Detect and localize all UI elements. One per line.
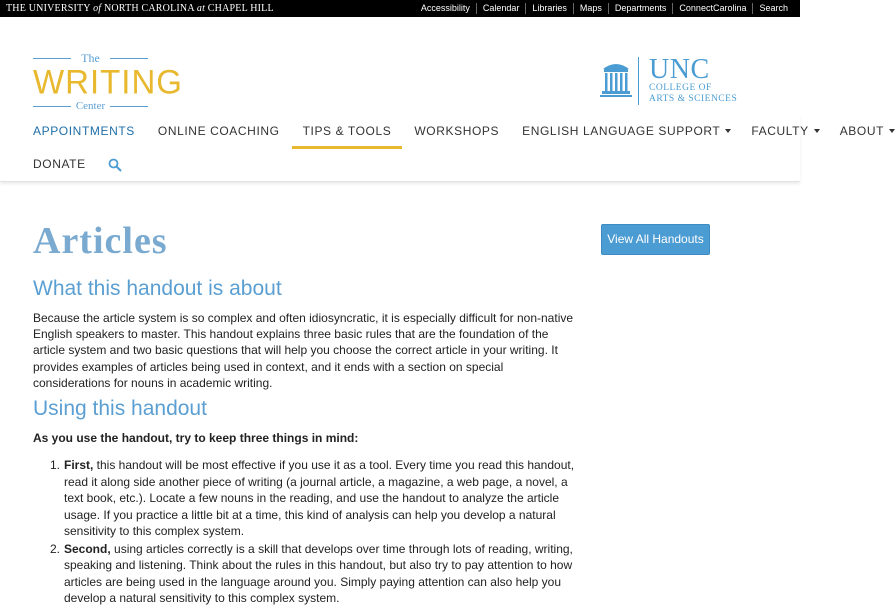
- search-icon[interactable]: [108, 158, 122, 172]
- nav-label: ABOUT: [839, 124, 885, 138]
- nav-appointments[interactable]: [33, 115, 135, 148]
- chevron-down-icon: [725, 129, 731, 133]
- nav-row-primary: [33, 115, 895, 148]
- list-number: 1.: [50, 458, 61, 472]
- intro-paragraph: Because the article system is so complex and often idiosyncratic, it is especially difficult for non-native English speakers to master. This handout explains three basic rules that are the foundation of the article system and two basic questions that will help you choose the correct article in your writing. It provides examples of articles being used in context, and it ends with a section on special considerations for nouns in academic writing.: [33, 311, 574, 390]
- link-maps[interactable]: Maps: [573, 3, 608, 14]
- old-well-icon: [600, 58, 632, 98]
- writing-center-logo[interactable]: [33, 51, 183, 114]
- link-connectcarolina[interactable]: ConnectCarolina: [672, 3, 752, 14]
- nav-label: WORKSHOPS: [414, 124, 500, 138]
- nav-faculty[interactable]: [751, 115, 819, 148]
- university-name[interactable]: [6, 3, 274, 14]
- section-heading-using: Using this handout: [33, 397, 207, 420]
- nav-about[interactable]: [840, 115, 895, 148]
- university-name-at: at: [196, 3, 206, 14]
- nav-donate[interactable]: [33, 148, 86, 181]
- university-name-part: NORTH CAROLINA: [101, 3, 197, 14]
- numbered-list: [50, 457, 585, 608]
- university-bar: [0, 0, 800, 17]
- nav-label: TIPS & TOOLS: [302, 124, 392, 138]
- nav-row-secondary: [33, 148, 122, 181]
- utility-links: [415, 0, 794, 17]
- nav-label: ONLINE COACHING: [157, 124, 280, 138]
- chevron-down-icon: [889, 129, 895, 133]
- logo-the: The: [33, 52, 148, 64]
- university-name-of: of: [93, 3, 102, 14]
- nav-tips-tools[interactable]: [303, 115, 392, 148]
- logo-divider: [638, 57, 639, 105]
- nav-workshops[interactable]: [414, 115, 499, 148]
- section-heading-about: What this handout is about: [33, 277, 282, 300]
- list-item-lead: Second,: [64, 541, 111, 556]
- list-item: [50, 457, 585, 540]
- link-accessibility[interactable]: Accessibility: [420, 3, 470, 13]
- view-all-handouts-button[interactable]: View All Handouts: [601, 224, 710, 255]
- logo-center: Center: [33, 100, 148, 112]
- university-name-part: THE UNIVERSITY: [6, 3, 94, 14]
- nav-label: APPOINTMENTS: [33, 124, 135, 138]
- unc-big-text: UNC: [649, 54, 710, 85]
- list-item-text: this handout will be most effective if you use it as a tool. Every time you read this handout, read it along side another piece of writing (a journal article, a magazine, a web page, a novel, a text book, etc.). Locate a few nouns in the reading, and use the handout to analyze the article usage. If you practice a little bit at a time, this kind of analysis can help you develop a natural sensitivity to this complex system.: [64, 458, 575, 538]
- logo-writing: WRITING: [33, 62, 183, 101]
- unc-line1: COLLEGE OF: [649, 83, 712, 93]
- site-header: [0, 17, 800, 115]
- list-number: 2.: [50, 541, 61, 556]
- link-libraries[interactable]: Libraries: [525, 3, 573, 14]
- list-item-text: using articles correctly is a skill that develops over time through lots of reading, writing, speaking and listening. Think about the rules in this handout, but also try to pay attention to how articles are being used in the language around you. Simply paying attention can also help you develop a natural sensitivity to this complex system.: [64, 541, 573, 605]
- link-departments[interactable]: Departments: [608, 3, 673, 14]
- link-calendar[interactable]: Calendar: [476, 3, 526, 14]
- nav-label: FACULTY: [751, 124, 809, 138]
- page-title: Articles: [33, 220, 168, 262]
- unc-wordmark: [649, 54, 738, 105]
- nav-label: ENGLISH LANGUAGE SUPPORT: [522, 124, 721, 138]
- three-things-intro: As you use the handout, try to keep three things in mind:: [33, 431, 359, 445]
- link-search[interactable]: Search: [752, 3, 794, 14]
- nav-online-coaching[interactable]: [158, 115, 280, 148]
- nav-label: DONATE: [33, 157, 86, 171]
- list-item: [50, 541, 585, 607]
- university-name-part: CHAPEL HILL: [205, 3, 274, 14]
- nav-english-language-support[interactable]: [522, 115, 731, 148]
- main-navigation: [0, 115, 885, 182]
- unc-line2: ARTS & SCIENCES: [649, 94, 738, 104]
- chevron-down-icon: [814, 129, 820, 133]
- unc-college-logo[interactable]: [600, 54, 738, 105]
- list-item-lead: First,: [64, 458, 94, 472]
